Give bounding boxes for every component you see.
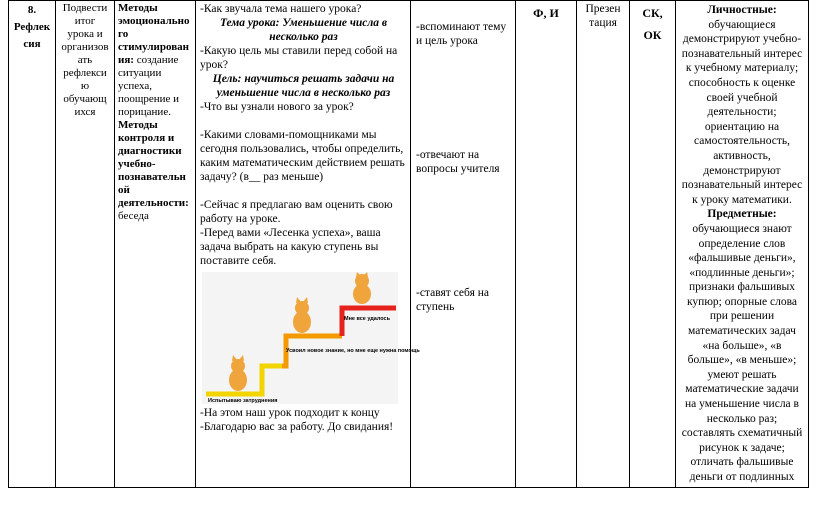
lesson-topic: Тема урока: Уменьшение числа в несколько раз bbox=[219, 17, 388, 43]
step-low-label: Испытываю затруднения bbox=[208, 398, 278, 404]
student-activity: -ставят себя на ступень bbox=[416, 287, 490, 313]
lesson-plan-table bbox=[8, 0, 809, 488]
table-row bbox=[9, 1, 809, 488]
method-emotional-title: Методы эмоционально го стимулирован ия: bbox=[118, 2, 190, 66]
goal-line: ать bbox=[77, 54, 93, 66]
teacher-closing: -Благодарю вас за работу. До свидания! bbox=[200, 421, 394, 433]
stage-name-line2: сия bbox=[23, 38, 41, 50]
teacher-question: -Что вы узнали нового за урок? bbox=[200, 101, 354, 113]
teacher-closing: -На этом наш урок подходит к концу bbox=[200, 407, 380, 419]
subject-results-title: Предметные: bbox=[707, 208, 777, 221]
step-mid-label: Усвоил новое знание, но мне еще нужна помощь bbox=[286, 348, 420, 354]
results-cell bbox=[676, 1, 809, 488]
goal-line: Подвести bbox=[62, 2, 108, 14]
teacher-question: -Перед вами «Лесенка успеха», ваша задача выбрать на какую ступень вы поставите себя. bbox=[200, 227, 381, 267]
goal-cell bbox=[56, 1, 115, 488]
goal-line: обучающ bbox=[63, 93, 107, 105]
goal-line: урока и bbox=[67, 28, 103, 40]
teacher-question: -Сейчас я предлагаю вам оценить свою работу на уроке. bbox=[200, 199, 393, 225]
method-emotional-text: создание ситуации успеха, поощрение и порицание. bbox=[118, 54, 180, 118]
resource-presentation: Презен тация bbox=[585, 3, 621, 29]
teacher-activity-cell bbox=[196, 1, 420, 488]
student-activity: -отвечают на вопросы учителя bbox=[416, 149, 500, 175]
stage-name-line1: Рефлек bbox=[13, 21, 51, 33]
stage-cell bbox=[9, 1, 56, 488]
assessment-type: СК, ОК bbox=[642, 6, 663, 42]
stage-number: 8. bbox=[27, 4, 37, 16]
goal-line: ю bbox=[80, 80, 90, 92]
personal-results-title: Личностные: bbox=[707, 4, 777, 16]
student-activity: -вспоминают тему и цель урока bbox=[416, 21, 507, 47]
method-control-title: Методы контроля и диагностики учебно-познавательн ой деятельности: bbox=[118, 119, 189, 209]
goal-line: итог bbox=[74, 15, 96, 27]
work-form: Ф, И bbox=[533, 6, 559, 20]
goal-line: ихся bbox=[74, 106, 96, 118]
student-activity-cell bbox=[411, 1, 516, 488]
subject-results-text: обучающиеся знают определение слов «фальшивые деньги», «подлинные деньги»; признаки фальшивых купюр; опорные слова при решении математических задач «на больше», «в больше», «в меньше»; умеют решать математические задачи на уменьшение числа в несколько раз; составлять схематичный рисунок к задаче; отличать фальшивые деньги от подлинных bbox=[681, 222, 803, 483]
method-control-text: беседа bbox=[118, 210, 149, 222]
step-top-label: Мне все удалось bbox=[344, 316, 391, 322]
personal-results-text: обучающиеся демонстрируют учебно-познавательный интерес к учебному материалу; способность к оценке своей учебной деятельности; ориентацию на самостоятельность, активность, демонстрируют познавательный интерес к уроку математики. bbox=[681, 18, 803, 206]
teacher-question: -Какими словами-помощниками мы сегодня пользовались, чтобы определить, каким математическим действием решать задачу? (в__ раз меньше) bbox=[200, 129, 405, 183]
teacher-question: -Как звучала тема нашего урока? bbox=[200, 3, 362, 15]
goal-line: организов bbox=[61, 41, 109, 53]
assessment-cell bbox=[630, 1, 676, 488]
lesson-aim: Цель: научиться решать задачи на уменьшение числа в несколько раз bbox=[212, 73, 395, 99]
goal-line: рефлекси bbox=[63, 67, 107, 79]
resources-cell bbox=[577, 1, 630, 488]
ladder-of-success-image bbox=[202, 272, 420, 404]
teacher-question: -Какую цель мы ставили перед собой на урок? bbox=[200, 45, 398, 71]
form-cell bbox=[516, 1, 577, 488]
methods-cell bbox=[115, 1, 196, 488]
